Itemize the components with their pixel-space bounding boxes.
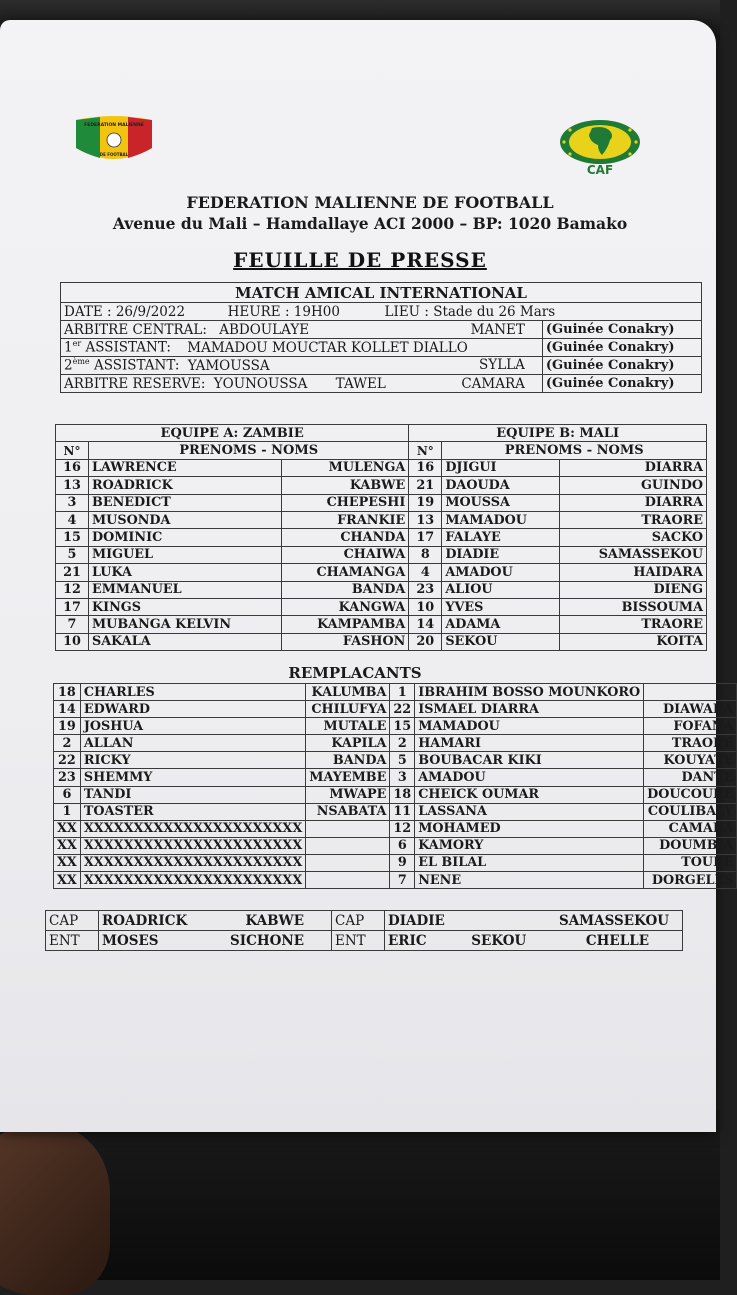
- team-b-player-last-name: GUINDO: [559, 477, 706, 494]
- team-b-player-number: 20: [409, 633, 442, 650]
- team-a-player-last-name: MWAPE: [306, 786, 390, 803]
- team-a-player-number: 23: [54, 769, 81, 786]
- team-b-player-first-name: ISMAEL DIARRA: [415, 701, 644, 718]
- captains-coaches-table: [45, 910, 683, 951]
- team-b-captain-last: SAMASSEKOU: [558, 912, 669, 929]
- team-b-names-header: PRENOMS - NOMS: [442, 442, 707, 459]
- match-time: HEURE : 19H00: [227, 303, 340, 320]
- team-a-player-number: 2: [54, 735, 81, 752]
- team-b-player-last-name: KOITA: [559, 633, 706, 650]
- federation-address: Avenue du Mali – Hamdallaye ACI 2000 – BP: 1020 Bamako: [112, 214, 628, 233]
- team-b-player-last-name: DANTE: [644, 769, 737, 786]
- assistant1-row: [61, 339, 543, 357]
- team-b-player-number: 21: [409, 477, 442, 494]
- team-b-player-number: 17: [409, 529, 442, 546]
- team-b-player-first-name: LASSANA: [415, 803, 644, 820]
- team-b-player-first-name: FALAYE: [442, 529, 559, 546]
- team-a-coach: [99, 931, 332, 951]
- match-date: DATE : 26/9/2022: [64, 303, 186, 320]
- team-a-player-number: 1: [54, 803, 81, 820]
- team-a-player-first-name: XXXXXXXXXXXXXXXXXXXXXX: [80, 837, 305, 854]
- team-a-player-first-name: LAWRENCE: [89, 459, 282, 476]
- team-b-player-number: 14: [409, 616, 442, 633]
- team-a-player-last-name: NSABATA: [306, 803, 390, 820]
- team-b-player-first-name: EL BILAL: [415, 854, 644, 871]
- team-a-player-first-name: XXXXXXXXXXXXXXXXXXXXXX: [80, 854, 305, 871]
- team-a-player-first-name: SAKALA: [89, 633, 282, 650]
- assistant2-first: YAMOUSSA: [187, 357, 270, 374]
- team-a-player-first-name: XXXXXXXXXXXXXXXXXXXXXX: [80, 820, 305, 837]
- team-a-coach-last: SICHONE: [230, 932, 304, 949]
- team-b-player-number: 9: [390, 854, 415, 871]
- team-a-player-first-name: EDWARD: [80, 701, 305, 718]
- team-a-captain: [99, 911, 332, 931]
- team-a-player-last-name: KALUMBA: [306, 684, 390, 701]
- team-a-player-last-name: CHANDA: [282, 529, 409, 546]
- team-a-player-first-name: MUBANGA KELVIN: [89, 616, 282, 633]
- team-a-player-first-name: LUKA: [89, 564, 282, 581]
- team-a-captain-last: KABWE: [245, 912, 304, 929]
- team-a-player-number: 6: [54, 786, 81, 803]
- team-a-player-first-name: KINGS: [89, 598, 282, 615]
- team-a-player-number: XX: [54, 872, 81, 889]
- team-b-player-last-name: TRAORE: [559, 511, 706, 528]
- team-a-captain-first: ROADRICK: [102, 912, 188, 929]
- team-b-player-first-name: IBRAHIM BOSSO MOUNKORO: [415, 684, 644, 701]
- team-a-player-first-name: XXXXXXXXXXXXXXXXXXXXXX: [80, 872, 305, 889]
- team-b-player-last-name: FOFANA: [644, 718, 737, 735]
- team-b-cap-label: CAP: [332, 911, 385, 931]
- substitute-row: [54, 803, 737, 820]
- team-b-player-first-name: BOUBACAR KIKI: [415, 752, 644, 769]
- team-a-cap-label: CAP: [46, 911, 99, 931]
- team-a-player-first-name: MUSONDA: [89, 511, 282, 528]
- team-a-player-first-name: MIGUEL: [89, 546, 282, 563]
- team-b-player-first-name: NENE: [415, 872, 644, 889]
- svg-text:FEDERATION MALIENNE: FEDERATION MALIENNE: [84, 123, 144, 128]
- referee-label: ARBITRE CENTRAL:: [64, 321, 207, 338]
- team-b-player-number: 8: [409, 546, 442, 563]
- assistant2-row: [61, 357, 543, 375]
- team-a-player-first-name: ROADRICK: [89, 477, 282, 494]
- team-b-player-number: 15: [390, 718, 415, 735]
- document-title: FEUILLE DE PRESSE: [233, 248, 487, 272]
- team-a-player-last-name: KABWE: [282, 477, 409, 494]
- team-b-player-last-name: SACKO: [559, 529, 706, 546]
- match-venue: LIEU : Stade du 26 Mars: [384, 303, 556, 320]
- team-b-player-number: 13: [409, 511, 442, 528]
- substitute-row: [54, 837, 737, 854]
- starter-row: [56, 616, 707, 633]
- starter-row: [56, 477, 707, 494]
- team-a-coach-first: MOSES: [102, 932, 159, 949]
- team-a-player-last-name: BANDA: [282, 581, 409, 598]
- team-b-player-last-name: DIARRA: [559, 494, 706, 511]
- team-b-player-number: 23: [409, 581, 442, 598]
- team-b-ent-label: ENT: [332, 931, 385, 951]
- team-a-player-last-name: [306, 837, 390, 854]
- assistant1-label: ASSISTANT:: [85, 339, 171, 356]
- team-b-player-last-name: CAMARA: [644, 820, 737, 837]
- team-b-player-last-name: DOUMBIA: [644, 837, 737, 854]
- team-a-player-first-name: SHEMMY: [80, 769, 305, 786]
- substitute-row: [54, 820, 737, 837]
- team-a-player-number: XX: [54, 854, 81, 871]
- team-a-player-last-name: MUTALE: [306, 718, 390, 735]
- starting-lineups-table: [55, 424, 707, 651]
- federation-name: FEDERATION MALIENNE DE FOOTBALL: [186, 193, 554, 212]
- team-b-player-last-name: HAIDARA: [559, 564, 706, 581]
- team-b-player-number: 18: [390, 786, 415, 803]
- team-a-player-last-name: KAMPAMBA: [282, 616, 409, 633]
- reserve-first: YOUNOUSSA: [213, 375, 308, 392]
- team-a-player-last-name: [306, 854, 390, 871]
- reserve-country: (Guinée Conakry): [542, 375, 701, 393]
- match-info-table: [60, 282, 702, 393]
- starter-row: [56, 546, 707, 563]
- team-b-player-last-name: KOUYATE: [644, 752, 737, 769]
- team-b-player-number: 5: [390, 752, 415, 769]
- team-b-player-last-name: DIAWARA: [644, 701, 737, 718]
- team-b-player-first-name: ALIOU: [442, 581, 559, 598]
- team-a-player-number: 19: [54, 718, 81, 735]
- team-b-player-number: 4: [409, 564, 442, 581]
- substitute-row: [54, 701, 737, 718]
- team-a-player-number: 5: [56, 546, 89, 563]
- substitute-row: [54, 735, 737, 752]
- team-a-player-first-name: DOMINIC: [89, 529, 282, 546]
- team-a-player-number: 4: [56, 511, 89, 528]
- team-a-player-last-name: CHAMANGA: [282, 564, 409, 581]
- assistant1-country: (Guinée Conakry): [542, 339, 701, 357]
- team-a-player-last-name: CHAIWA: [282, 546, 409, 563]
- team-a-player-number: 12: [56, 581, 89, 598]
- team-b-player-first-name: AMADOU: [442, 564, 559, 581]
- team-a-player-first-name: EMMANUEL: [89, 581, 282, 598]
- team-a-name: EQUIPE A: ZAMBIE: [56, 425, 409, 442]
- starter-row: [56, 633, 707, 650]
- assistant1-name: MAMADOU MOUCTAR KOLLET DIALLO: [187, 339, 468, 356]
- team-a-player-number: 3: [56, 494, 89, 511]
- team-b-player-number: 3: [390, 769, 415, 786]
- team-a-player-number: 18: [54, 684, 81, 701]
- reserve-row: [61, 375, 543, 393]
- team-b-player-number: 1: [390, 684, 415, 701]
- starter-row: [56, 598, 707, 615]
- team-b-player-last-name: DORGELES: [644, 872, 737, 889]
- team-a-player-last-name: MULENGA: [282, 459, 409, 476]
- substitute-row: [54, 718, 737, 735]
- team-a-player-last-name: KANGWA: [282, 598, 409, 615]
- substitute-row: [54, 684, 737, 701]
- assistant2-label: ASSISTANT:: [93, 357, 180, 374]
- team-b-player-number: 10: [409, 598, 442, 615]
- team-a-player-first-name: RICKY: [80, 752, 305, 769]
- assistant1-num: 1: [64, 339, 73, 356]
- team-b-player-last-name: TOURE: [644, 854, 737, 871]
- team-b-player-number: 6: [390, 837, 415, 854]
- starter-row: [56, 581, 707, 598]
- team-a-player-last-name: KAPILA: [306, 735, 390, 752]
- starter-row: [56, 494, 707, 511]
- assistant2-country: (Guinée Conakry): [542, 357, 701, 375]
- team-a-player-number: 15: [56, 529, 89, 546]
- substitute-row: [54, 752, 737, 769]
- team-b-captain-first: DIADIE: [388, 912, 445, 929]
- substitute-row: [54, 854, 737, 871]
- reserve-mid: TAWEL: [335, 375, 386, 392]
- team-b-player-first-name: MAMADOU: [442, 511, 559, 528]
- team-a-player-last-name: MAYEMBE: [306, 769, 390, 786]
- team-a-player-number: 14: [54, 701, 81, 718]
- match-title: MATCH AMICAL INTERNATIONAL: [61, 283, 702, 303]
- team-b-player-first-name: DJIGUI: [442, 459, 559, 476]
- assistant2-sup: ème: [72, 357, 90, 367]
- starter-row: [56, 511, 707, 528]
- svg-text:DE FOOTBAL: DE FOOTBAL: [99, 152, 129, 157]
- match-datetime-row: [61, 303, 702, 321]
- team-b-player-first-name: DAOUDA: [442, 477, 559, 494]
- substitute-row: [54, 872, 737, 889]
- team-a-names-header: PRENOMS - NOMS: [89, 442, 409, 459]
- team-b-player-number: 7: [390, 872, 415, 889]
- team-b-player-last-name: [644, 684, 737, 701]
- team-b-captain: [385, 911, 683, 931]
- team-b-player-number: 12: [390, 820, 415, 837]
- substitute-row: [54, 769, 737, 786]
- referee-last: MANET: [470, 321, 525, 338]
- team-a-player-last-name: CHILUFYA: [306, 701, 390, 718]
- team-b-player-first-name: MOHAMED: [415, 820, 644, 837]
- team-b-player-number: 2: [390, 735, 415, 752]
- fmf-logo: [72, 114, 156, 164]
- substitutes-title: REMPLACANTS: [288, 664, 422, 682]
- team-b-coach-first: ERIC: [388, 932, 427, 949]
- referee-row: [61, 321, 543, 339]
- team-a-player-number: 10: [56, 633, 89, 650]
- caf-logo-text: CAF: [586, 163, 614, 177]
- team-a-player-number: XX: [54, 837, 81, 854]
- team-b-player-last-name: SAMASSEKOU: [559, 546, 706, 563]
- team-a-player-last-name: BANDA: [306, 752, 390, 769]
- team-b-player-first-name: DIADIE: [442, 546, 559, 563]
- team-a-ent-label: ENT: [46, 931, 99, 951]
- caf-logo: [556, 118, 644, 176]
- starter-row: [56, 459, 707, 476]
- team-a-player-number: 22: [54, 752, 81, 769]
- team-a-player-last-name: FRANKIE: [282, 511, 409, 528]
- team-a-player-last-name: FASHON: [282, 633, 409, 650]
- team-b-player-last-name: TRAORE: [559, 616, 706, 633]
- reserve-label: ARBITRE RESERVE:: [64, 375, 206, 392]
- team-a-num-header: N°: [56, 442, 89, 459]
- team-b-player-first-name: KAMORY: [415, 837, 644, 854]
- team-b-coach: [385, 931, 683, 951]
- substitutes-table: [53, 683, 737, 889]
- assistant1-sup: er: [72, 339, 82, 349]
- assistant2-num: 2: [64, 357, 73, 374]
- referee-first: ABDOULAYE: [219, 321, 310, 338]
- team-b-player-first-name: SEKOU: [442, 633, 559, 650]
- team-b-player-last-name: BISSOUMA: [559, 598, 706, 615]
- team-a-player-first-name: TOASTER: [80, 803, 305, 820]
- team-b-player-first-name: HAMARI: [415, 735, 644, 752]
- team-a-player-number: 13: [56, 477, 89, 494]
- team-a-player-last-name: [306, 872, 390, 889]
- team-b-name: EQUIPE B: MALI: [409, 425, 707, 442]
- team-a-player-number: XX: [54, 820, 81, 837]
- team-a-player-first-name: BENEDICT: [89, 494, 282, 511]
- starter-row: [56, 564, 707, 581]
- assistant2-last: SYLLA: [479, 357, 525, 374]
- team-b-player-first-name: MAMADOU: [415, 718, 644, 735]
- reserve-last: CAMARA: [461, 375, 525, 392]
- team-a-player-last-name: CHEPESHI: [282, 494, 409, 511]
- team-a-player-last-name: [306, 820, 390, 837]
- team-a-player-number: 7: [56, 616, 89, 633]
- team-b-player-number: 19: [409, 494, 442, 511]
- team-b-coach-last: CHELLE: [585, 932, 649, 949]
- hand: [0, 1125, 110, 1295]
- team-a-player-number: 16: [56, 459, 89, 476]
- team-a-player-number: 21: [56, 564, 89, 581]
- starter-row: [56, 529, 707, 546]
- team-b-num-header: N°: [409, 442, 442, 459]
- team-b-player-number: 22: [390, 701, 415, 718]
- team-b-player-number: 11: [390, 803, 415, 820]
- team-b-player-last-name: TRAORE: [644, 735, 737, 752]
- team-b-player-last-name: COULIBALY: [644, 803, 737, 820]
- team-b-player-last-name: DOUCOURE: [644, 786, 737, 803]
- team-b-player-first-name: CHEICK OUMAR: [415, 786, 644, 803]
- team-b-player-number: 16: [409, 459, 442, 476]
- team-a-player-first-name: ALLAN: [80, 735, 305, 752]
- team-a-player-first-name: CHARLES: [80, 684, 305, 701]
- team-b-player-last-name: DIARRA: [559, 459, 706, 476]
- team-a-player-number: 17: [56, 598, 89, 615]
- team-b-player-first-name: YVES: [442, 598, 559, 615]
- team-a-player-first-name: TANDI: [80, 786, 305, 803]
- team-b-player-first-name: MOUSSA: [442, 494, 559, 511]
- team-b-coach-mid: SEKOU: [471, 932, 527, 949]
- team-b-player-first-name: AMADOU: [415, 769, 644, 786]
- team-a-player-first-name: JOSHUA: [80, 718, 305, 735]
- team-b-player-first-name: ADAMA: [442, 616, 559, 633]
- team-b-player-last-name: DIENG: [559, 581, 706, 598]
- referee-country: (Guinée Conakry): [542, 321, 701, 339]
- substitute-row: [54, 786, 737, 803]
